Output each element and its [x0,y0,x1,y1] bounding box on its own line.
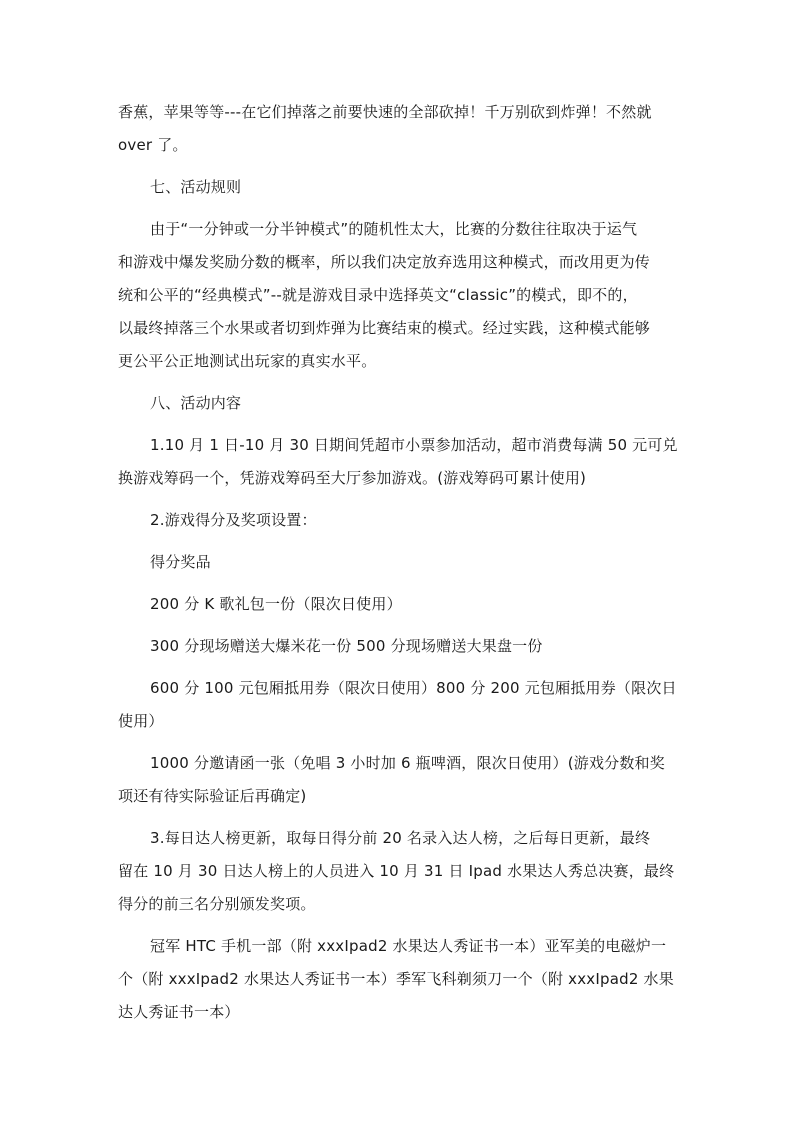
heading-text: 八、活动内容 [150,394,242,412]
heading-text: 七、活动规则 [150,178,242,196]
text-line: 和游戏中爆发奖励分数的概率，所以我们决定放弃选用这种模式，而改用更为传 [118,253,651,271]
paragraph-fruit-intro [118,96,678,162]
text-line: 300 分现场赠送大爆米花一份 500 分现场赠送大果盘一份 [150,637,543,655]
paragraph-awards [118,930,678,1029]
paragraph-prize-1000 [118,747,678,813]
text-line: 200 分 K 歌礼包一份（限次日使用） [150,595,402,613]
text-line: 600 分 100 元包厢抵用券（限次日使用）800 分 200 元包厢抵用券（限次日 [150,679,677,697]
text-line: 1.10 月 1 日-10 月 30 日期间凭超市小票参加活动，超市消费每满 50 元可兑 [150,436,678,454]
text-line: 3.每日达人榜更新，取每日得分前 20 名录入达人榜，之后每日更新，最终 [150,829,651,847]
text-line: 留在 10 月 30 日达人榜上的人员进入 10 月 31 日 Ipad 水果达人秀总决赛，最终 [118,862,675,880]
section-heading-rules [118,171,678,204]
text-line: 使用） [118,712,164,730]
paragraph-item-1 [118,429,678,495]
text-line: over 了。 [118,136,188,154]
paragraph-prize-300-500 [118,630,678,663]
text-line: 个（附 xxxIpad2 水果达人秀证书一本）季军飞科剃须刀一个（附 xxxIpad2 水果 [118,970,674,988]
text-line: 2.游戏得分及奖项设置： [150,511,317,529]
paragraph-item-2 [118,504,678,537]
document-page [118,96,678,1038]
text-line: 得分奖品 [150,553,211,571]
text-line: 香蕉，苹果等等---在它们掉落之前要快速的全部砍掉！千万别砍到炸弹！不然就 [118,103,652,121]
text-line: 由于“一分钟或一分半钟模式”的随机性太大，比赛的分数往往取决于运气 [150,220,638,238]
text-line: 更公平公正地测试出玩家的真实水平。 [118,352,377,370]
paragraph-rules [118,213,678,378]
paragraph-prize-600-800 [118,672,678,738]
text-line: 冠军 HTC 手机一部（附 xxxIpad2 水果达人秀证书一本）亚军美的电磁炉一 [150,937,667,955]
text-line: 统和公平的“经典模式”--就是游戏目录中选择英文“classic”的模式，即不的， [118,286,638,304]
text-line: 以最终掉落三个水果或者切到炸弹为比赛结束的模式。经过实践，这种模式能够 [118,319,651,337]
paragraph-item-3 [118,822,678,921]
paragraph-prize-200 [118,588,678,621]
paragraph-prize-header [118,546,678,579]
text-line: 1000 分邀请函一张（免唱 3 小时加 6 瓶啤酒，限次日使用）(游戏分数和奖 [150,754,665,772]
text-line: 项还有待实际验证后再确定) [118,787,307,805]
text-line: 换游戏筹码一个，凭游戏筹码至大厅参加游戏。(游戏筹码可累计使用) [118,469,587,487]
section-heading-content [118,387,678,420]
text-line: 得分的前三名分别颁发奖项。 [118,895,316,913]
text-line: 达人秀证书一本） [118,1003,240,1021]
